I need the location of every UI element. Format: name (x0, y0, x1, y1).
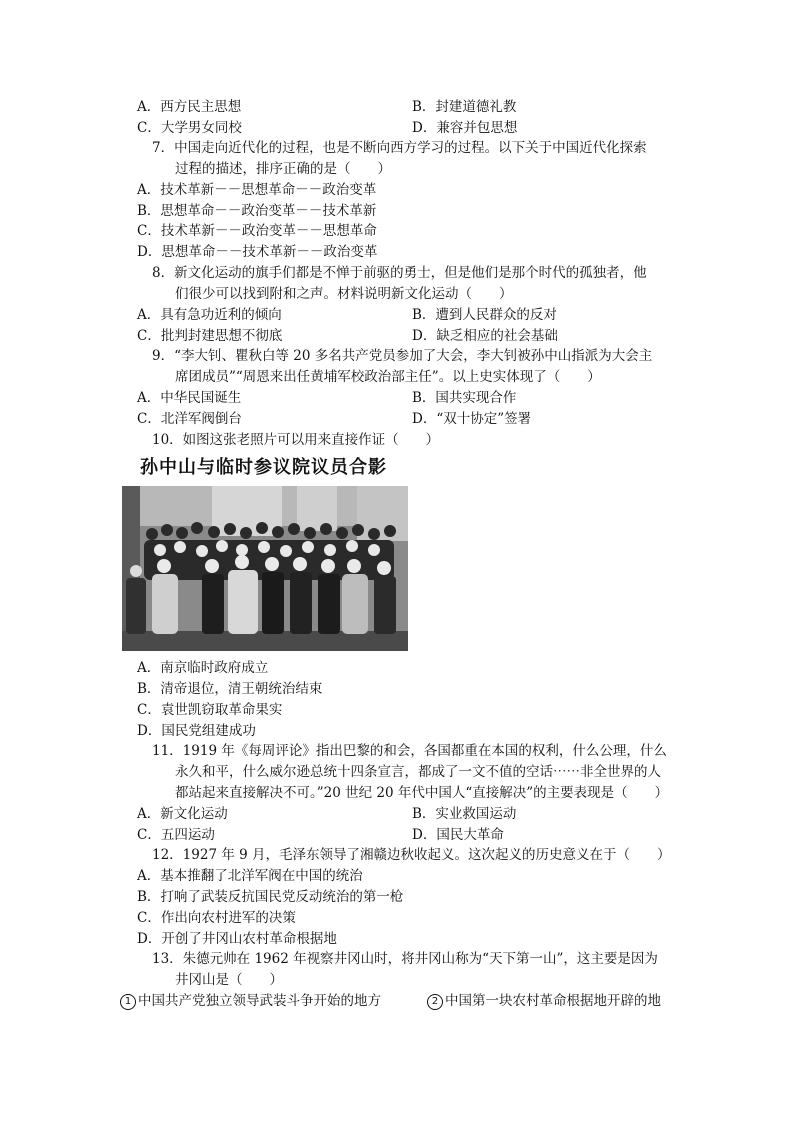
historical-photo (120, 453, 410, 651)
q11-option-a: A．新文化运动 (137, 806, 228, 822)
q11-option-b: B．实业救国运动 (412, 806, 517, 822)
q7-option-b: B．思想革命－－政治变革－－技术革新 (137, 203, 377, 219)
q13-item-2 (427, 991, 661, 1011)
q12-stem: 12．1927 年 9 月，毛泽东领导了湘赣边秋收起义。这次起义的历史意义在于（ ） (152, 847, 671, 863)
group-photo-illustration (122, 486, 408, 651)
q11-stem-line3: 都站起来直接解决不可。”20 世纪 20 年代中国人“直接解决”的主要表现是（ ） (175, 785, 669, 801)
q9-stem-line2: 席团成员”“周恩来出任黄埔军校政治部主任”。以上史实体现了（ ） (175, 369, 601, 385)
q7-stem-line1: 7．中国走向近代化的过程，也是不断向西方学习的过程。以下关于中国近代化探索 (152, 140, 647, 156)
q13-stem-line1: 13．朱德元帅在 1962 年视察井冈山时，将井冈山称为“天下第一山”，这主要是因为 (152, 951, 658, 967)
q8-option-c: C．批判封建思想不彻底 (137, 328, 283, 344)
q13-item-1 (120, 991, 381, 1011)
q7-stem-line2: 过程的描述，排序正确的是（ ） (175, 161, 391, 177)
q13-item-2-text: 中国第一块农村革命根据地开辟的地 (445, 993, 661, 1009)
photo-title: 孙中山与临时参议院议员合影 (120, 453, 410, 483)
q8-option-a: A．具有急功近利的倾向 (137, 307, 282, 323)
q6-option-a: A．西方民主思想 (137, 99, 242, 115)
q9-option-c: C．北洋军阀倒台 (137, 411, 242, 427)
q12-option-c: C．作出向农村进军的决策 (137, 910, 296, 926)
q13-item-1-number: 1 (120, 994, 136, 1010)
q8-option-b: B．遭到人民群众的反对 (412, 307, 557, 323)
q7-option-d: D．思想革命－－技术革新－－政治变革 (137, 244, 378, 260)
q8-option-d: D．缺乏相应的社会基础 (412, 328, 558, 344)
q7-option-c: C．技术革新－－政治变革－－思想革命 (137, 223, 377, 239)
q10-option-d: D．国民党组建成功 (137, 723, 256, 739)
q9-option-a: A．中华民国诞生 (137, 390, 242, 406)
q12-option-d: D．开创了井冈山农村革命根据地 (137, 931, 337, 947)
q11-stem-line2: 永久和平，什么威尔逊总统十四条宣言，都成了一文不值的空话⋯⋯非全世界的人 (175, 764, 661, 780)
q13-item-2-number: 2 (427, 994, 443, 1010)
q11-stem-line1: 11．1919 年《每周评论》指出巴黎的和会，各国都重在本国的权利，什么公理，什么 (152, 743, 667, 759)
q6-option-b: B．封建道德礼教 (412, 99, 517, 115)
q13-item-1-text: 中国共产党独立领导武装斗争开始的地方 (138, 993, 381, 1009)
q8-stem-line2: 们很少可以找到附和之声。材料说明新文化运动（ ） (175, 286, 513, 302)
group-photo-image (122, 486, 408, 651)
q10-option-c: C．袁世凯窃取革命果实 (137, 702, 283, 718)
q11-option-c: C．五四运动 (137, 827, 215, 843)
q7-option-a: A．技术革新－－思想革命－－政治变革 (137, 182, 377, 198)
q12-option-a: A．基本推翻了北洋军阀在中国的统治 (137, 868, 363, 884)
q8-stem-line1: 8．新文化运动的旗手们都是不惮于前驱的勇士，但是他们是那个时代的孤独者，他 (152, 265, 647, 281)
q9-stem-line1: 9．“李大钊、瞿秋白等 20 多名共产党员参加了大会，李大钊被孙中山指派为大会主 (152, 348, 653, 364)
q12-option-b: B．打响了武装反抗国民党反动统治的第一枪 (137, 889, 404, 905)
q13-stem-line2: 井冈山是（ ） (175, 972, 283, 988)
q6-option-d: D．兼容并包思想 (412, 120, 518, 136)
q6-option-c: C．大学男女同校 (137, 120, 242, 136)
q10-stem: 10．如图这张老照片可以用来直接作证（ ） (152, 432, 440, 448)
q11-option-d: D．国民大革命 (412, 827, 504, 843)
q9-option-b: B．国共实现合作 (412, 390, 517, 406)
q10-option-a: A．南京临时政府成立 (137, 660, 269, 676)
q9-option-d: D．“双十协定”签署 (412, 411, 532, 427)
q10-option-b: B．清帝退位，清王朝统治结束 (137, 681, 323, 697)
